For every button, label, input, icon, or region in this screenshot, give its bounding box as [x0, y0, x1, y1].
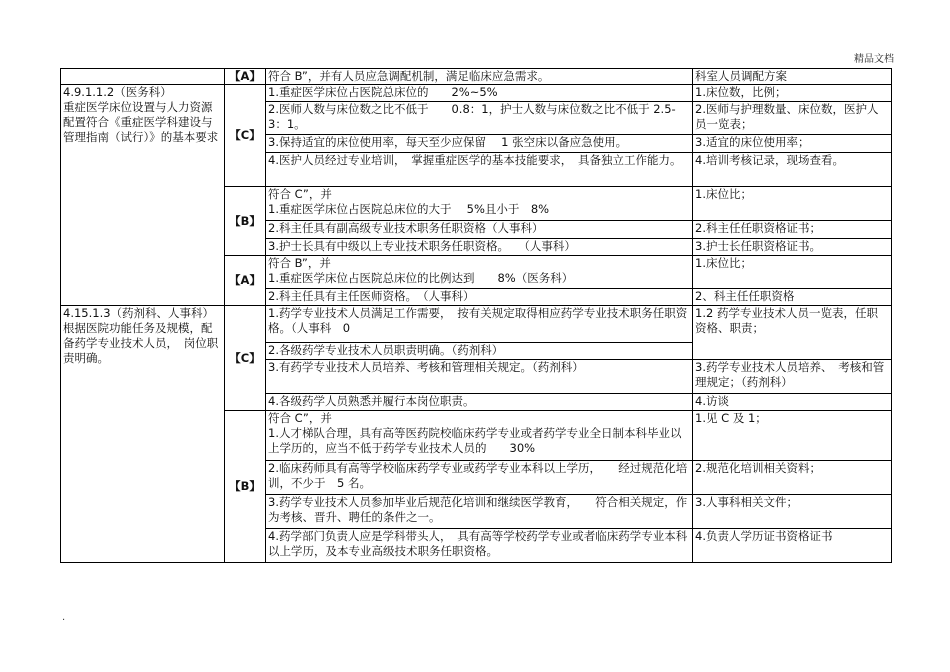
- standard-cell: 2.医师人数与床位数之比不低于 0.8：1，护士人数与床位数之比不低于 2.5-3：1。: [266, 102, 693, 135]
- standard-lead: 符合 C”，并: [268, 411, 332, 425]
- standard-cell: 3.护士长具有中级以上专业技术职务任职资格。 （人事科）: [266, 239, 693, 256]
- standard-lead: 符合 C”，并: [268, 187, 332, 201]
- item-cell-pharmacy: [61, 306, 225, 563]
- standard-cell: 2.各级药学专业技术人员职责明确。（药剂科）: [266, 343, 693, 360]
- header-note: 精品文档: [854, 54, 894, 65]
- grade-b-label: 【B】: [225, 187, 266, 256]
- grade-c-label: 【C】: [225, 306, 266, 411]
- method-cell: 1.床位比；: [693, 187, 892, 221]
- table-row: [61, 306, 892, 343]
- standard-cell: [266, 411, 693, 461]
- item-description: 根据医院功能任务及规模，配备药学专业技术人员， 岗位职责明确。: [63, 321, 219, 365]
- item-cell-icu: [61, 85, 225, 306]
- item-title: 4.9.1.1.2（医务科）: [63, 85, 172, 99]
- footer-mark: .: [62, 612, 66, 623]
- grade-a-label: 【A】: [225, 256, 266, 306]
- standard-cell: 2.临床药师具有高等学校临床药学专业或药学专业本科以上学历， 经过规范化培训，不少于 5 名。: [266, 461, 693, 495]
- method-cell: 1.床位数，比例；: [693, 85, 892, 102]
- item-title: 4.15.1.3（药剂科、人事科）: [63, 306, 215, 320]
- standard-text: 1.重症医学床位占医院总床位的比例达到 8%（医务科）: [268, 271, 574, 285]
- method-cell: 2、科主任任职资格: [693, 289, 892, 306]
- standard-text: 1.人才梯队合理，具有高等医药院校临床药学专业或者药学专业全日制本科毕业以上学历的，应当不低于药学专业技术人员的 30%: [268, 426, 682, 455]
- table-row: [61, 69, 892, 85]
- method-cell: 2.医师与护理数量、床位数，医护人员一览表；: [693, 102, 892, 135]
- method-cell: 1.床位比；: [693, 256, 892, 289]
- grade-b-label: 【B】: [225, 411, 266, 563]
- standard-lead: 符合 B”，并: [268, 256, 331, 270]
- method-cell: 科室人员调配方案: [693, 69, 892, 85]
- standard-cell: 3.保持适宜的床位使用率，每天至少应保留 1 张空床以备应急使用。: [266, 135, 693, 153]
- grade-a-label: 【A】: [225, 69, 266, 85]
- method-cell: 3.适宜的床位使用率；: [693, 135, 892, 153]
- table-row: [61, 85, 892, 102]
- method-cell: 1.见 C 及 1；: [693, 411, 892, 461]
- method-cell: 2.规范化培训相关资料；: [693, 461, 892, 495]
- method-cell: 3.人事科相关文件；: [693, 495, 892, 529]
- standard-cell: 2.科主任具有主任医师资格。 （人事科）: [266, 289, 693, 306]
- standard-cell: 符合 B”，并有人员应急调配机制，满足临床应急需求。: [266, 69, 693, 85]
- standard-text: 1.重症医学床位占医院总床位的大于 5%且小于 8%: [268, 202, 550, 216]
- standard-cell: 1.重症医学床位占医院总床位的 2%~5%: [266, 85, 693, 102]
- standard-cell: 4.药学部门负责人应是学科带头人， 具有高等学校药学专业或者临床药学专业本科以上学历，及本专业高级技术职务任职资格。: [266, 529, 693, 563]
- standard-cell: [266, 187, 693, 221]
- standard-cell: 3.药学专业技术人员参加毕业后规范化培训和继续医学教育， 符合相关规定，作为考核、晋升、聘任的条件之一。: [266, 495, 693, 529]
- item-cell-empty: [61, 69, 225, 85]
- method-cell: 4.培训考核记录，现场查看。: [693, 153, 892, 187]
- method-cell: 1.2 药学专业技术人员一览表，任职资格、职责；: [693, 306, 892, 360]
- method-cell: 3.药学专业技术人员培养、 考核和管理规定；（药剂科）: [693, 360, 892, 394]
- standards-table: [60, 68, 892, 563]
- method-cell: 4.负责人学历证书资格证书: [693, 529, 892, 563]
- method-cell: 2.科主任任职资格证书；: [693, 221, 892, 239]
- standard-cell: 4.医护人员经过专业培训， 掌握重症医学的基本技能要求， 具备独立工作能力。: [266, 153, 693, 187]
- method-cell: 4.访谈: [693, 394, 892, 411]
- standard-cell: 2.科主任具有副高级专业技术职务任职资格（人事科）: [266, 221, 693, 239]
- grade-c-label: 【C】: [225, 85, 266, 187]
- standard-cell: 3.有药学专业技术人员培养、考核和管理相关规定。（药剂科）: [266, 360, 693, 394]
- standard-cell: 4.各级药学人员熟悉并履行本岗位职责。: [266, 394, 693, 411]
- standard-cell: 1.药学专业技术人员满足工作需要， 按有关规定取得相应药学专业技术职务任职资格。（人事科 0: [266, 306, 693, 343]
- item-description: 重症医学床位设置与人力资源配置符合《重症医学科建设与管理指南（试行）》的基本要求: [63, 100, 219, 144]
- method-cell: 3.护士长任职资格证书。: [693, 239, 892, 256]
- standard-cell: [266, 256, 693, 289]
